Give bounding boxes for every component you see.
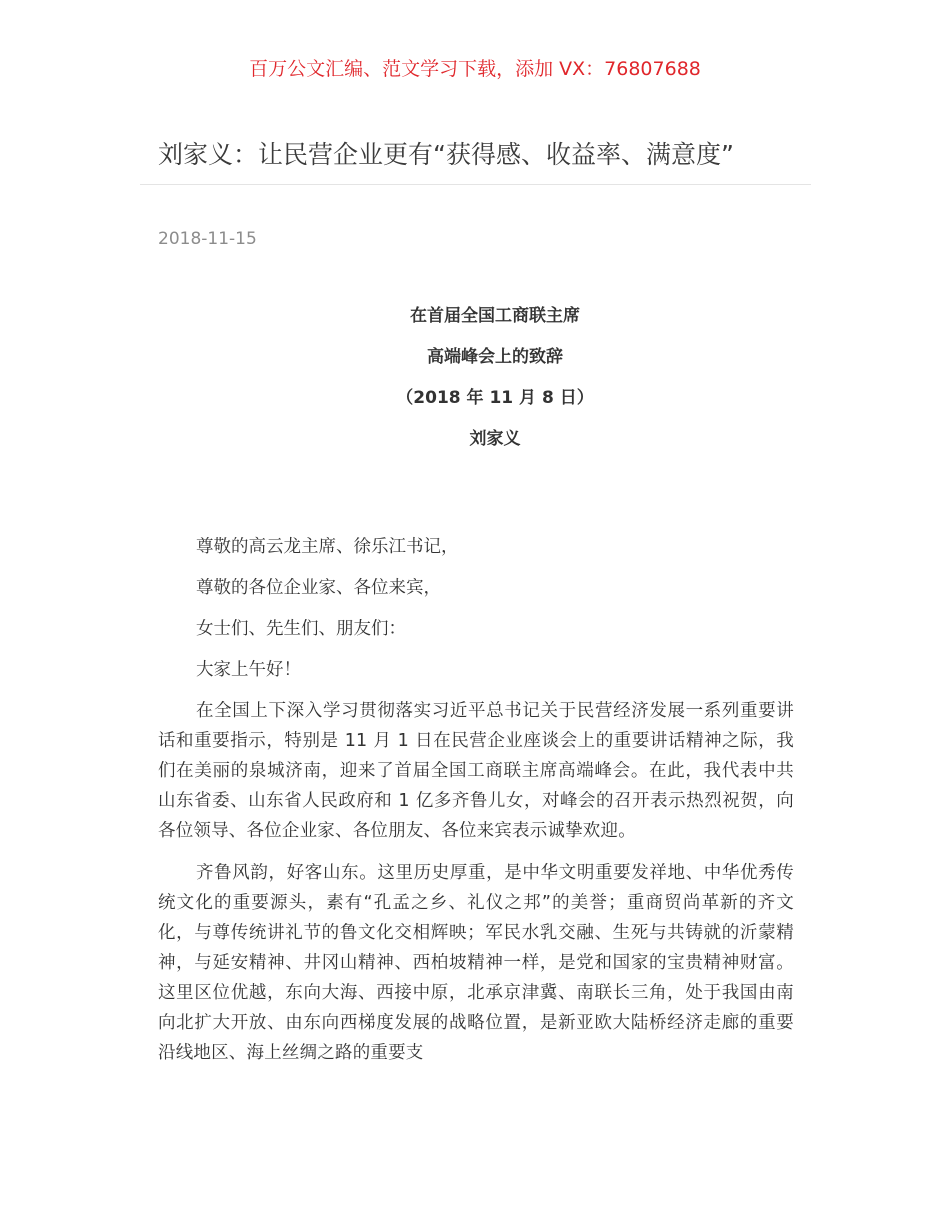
body-paragraph: 齐鲁风韵，好客山东。这里历史厚重，是中华文明重要发祥地、中华优秀传统文化的重要源头，素有“孔孟之乡、礼仪之邦”的美誉；重商贸尚革新的齐文化，与尊传统讲礼节的鲁文化交相辉映；军民水乳交融、生死与共铸就的沂蒙精神，与延安精神、井冈山精神、西柏坡精神一样，是党和国家的宝贵精神财富。这里区位优越，东向大海、西接中原，北承京津冀、南联长三角，处于我国由南向北扩大开放、由东向西梯度发展的战略位置，是新亚欧大陆桥经济走廊的重要沿线地区、海上丝绸之路的重要支 bbox=[158, 863, 794, 1063]
greeting-line: 女士们、先生们、朋友们： bbox=[196, 619, 406, 639]
speech-heading-line-1: 在首届全国工商联主席 bbox=[410, 306, 580, 326]
body-paragraph: 在全国上下深入学习贯彻落实习近平总书记关于民营经济发展一系列重要讲话和重要指示，特别是 11 月 1 日在民营企业座谈会上的重要讲话精神之际，我们在美丽的泉城济南，迎来了首届全国工商联主席高端峰会。在此，我代表中共山东省委、山东省人民政府和 1 亿多齐鲁儿女，对峰会的召开表示热烈祝贺，向各位领导、各位企业家、各位朋友、各位来宾表示诚挚欢迎。 bbox=[158, 701, 794, 841]
article-title: 刘家义：让民营企业更有“获得感、收益率、满意度” bbox=[158, 140, 734, 169]
speech-author: 刘家义 bbox=[469, 429, 521, 449]
publish-date: 2018-11-15 bbox=[158, 229, 257, 249]
speech-date: （2018 年 11 月 8 日） bbox=[396, 388, 594, 408]
greeting-line: 尊敬的各位企业家、各位来宾， bbox=[196, 578, 441, 598]
title-divider bbox=[140, 184, 811, 185]
speech-heading-line-2: 高端峰会上的致辞 bbox=[427, 347, 563, 367]
greeting-line: 尊敬的高云龙主席、徐乐江书记， bbox=[196, 537, 459, 557]
promo-banner: 百万公文汇编、范文学习下载，添加 VX：76807688 bbox=[249, 58, 701, 80]
speech-heading bbox=[0, 296, 950, 460]
article-body bbox=[158, 532, 794, 1080]
greeting-line: 大家上午好！ bbox=[196, 660, 301, 680]
